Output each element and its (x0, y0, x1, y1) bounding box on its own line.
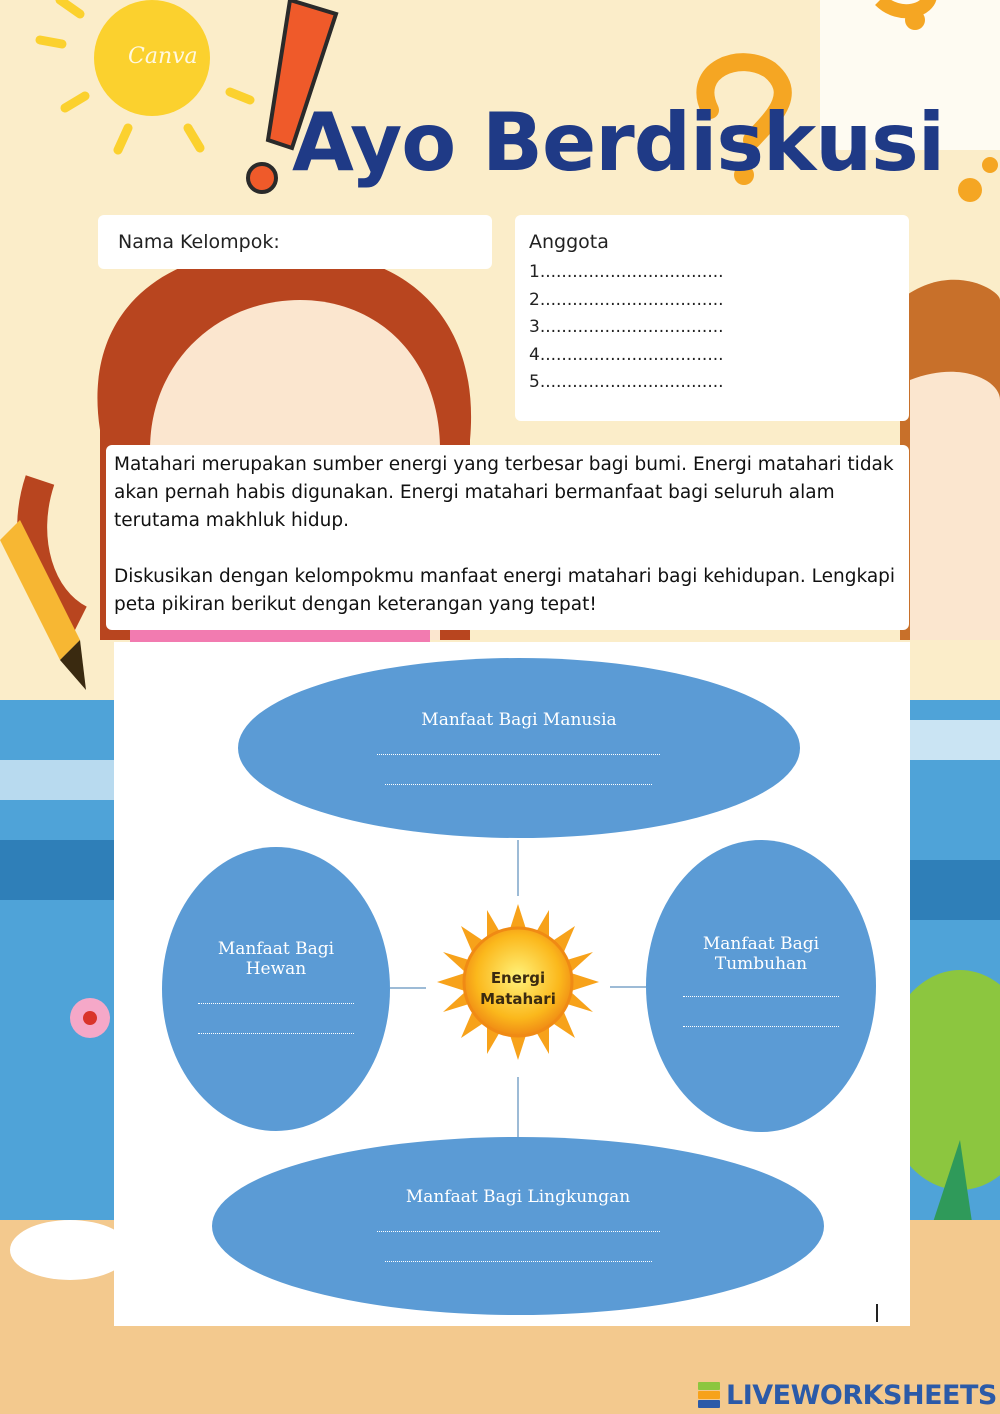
group-name-label: Nama Kelompok: (118, 231, 280, 253)
member-line[interactable]: 3.................................. (529, 317, 724, 337)
answer-line[interactable] (385, 784, 652, 785)
answer-line[interactable] (683, 1026, 839, 1027)
answer-line[interactable] (198, 1033, 354, 1034)
instruction-box (106, 445, 909, 630)
bubble-plant-benefit[interactable] (646, 840, 876, 1132)
bubble-plant-label-1: Manfaat Bagi (702, 934, 820, 954)
instruction-text (114, 451, 926, 619)
bubble-environment-benefit[interactable] (212, 1137, 824, 1315)
center-sun (437, 904, 599, 1060)
page-title: Ayo Berdiskusi (292, 96, 945, 189)
group-name-box[interactable] (98, 215, 492, 269)
intro-paragraph: Matahari merupakan sumber energi yang terbesar bagi bumi. Energi matahari tidak akan pernah habis digunakan. Energi matahari bermanfaat bagi seluruh alam terutama makhluk hidup. (114, 454, 894, 531)
connector-right (610, 986, 646, 988)
bubble-animal-benefit[interactable] (162, 847, 390, 1131)
bubble-human-benefit[interactable] (238, 658, 800, 838)
member-line[interactable]: 2.................................. (529, 289, 724, 310)
connector-left (390, 987, 426, 989)
liveworksheets-logo[interactable]: LIVEWORKSHEETS (726, 1380, 997, 1411)
text-cursor (876, 1304, 878, 1322)
answer-line[interactable] (377, 754, 660, 755)
answer-line[interactable] (683, 996, 839, 997)
bubble-environment-label: Manfaat Bagi Lingkungan (405, 1187, 631, 1207)
bubble-human-label: Manfaat Bagi Manusia (421, 710, 617, 730)
liveworksheets-badge-icon (698, 1382, 720, 1408)
center-label-2: Matahari (480, 990, 556, 1008)
answer-line[interactable] (377, 1231, 660, 1232)
answer-line[interactable] (385, 1261, 652, 1262)
members-box[interactable] (515, 215, 909, 421)
bubble-animal-label-2: Hewan (245, 959, 307, 979)
sun-decoration-icon (40, 0, 250, 150)
connector-bottom (517, 1077, 519, 1137)
mind-map (114, 642, 910, 1326)
member-line[interactable]: 1.................................. (529, 262, 724, 282)
member-line[interactable]: 5.................................. (529, 372, 724, 392)
task-paragraph: Diskusikan dengan kelompokmu manfaat energi matahari bagi kehidupan. Lengkapi peta pikiran berikut dengan keterangan yang tepat! (114, 566, 896, 615)
canva-watermark: Canva (128, 44, 198, 69)
bubble-animal-label-1: Manfaat Bagi (217, 939, 335, 959)
members-title: Anggota (529, 231, 609, 253)
center-label-1: Energi (490, 969, 546, 987)
connector-top (517, 840, 519, 896)
member-line[interactable]: 4.................................. (529, 344, 724, 365)
answer-line[interactable] (198, 1003, 354, 1004)
bubble-plant-label-2: Tumbuhan (714, 954, 808, 974)
members-list (529, 259, 724, 397)
